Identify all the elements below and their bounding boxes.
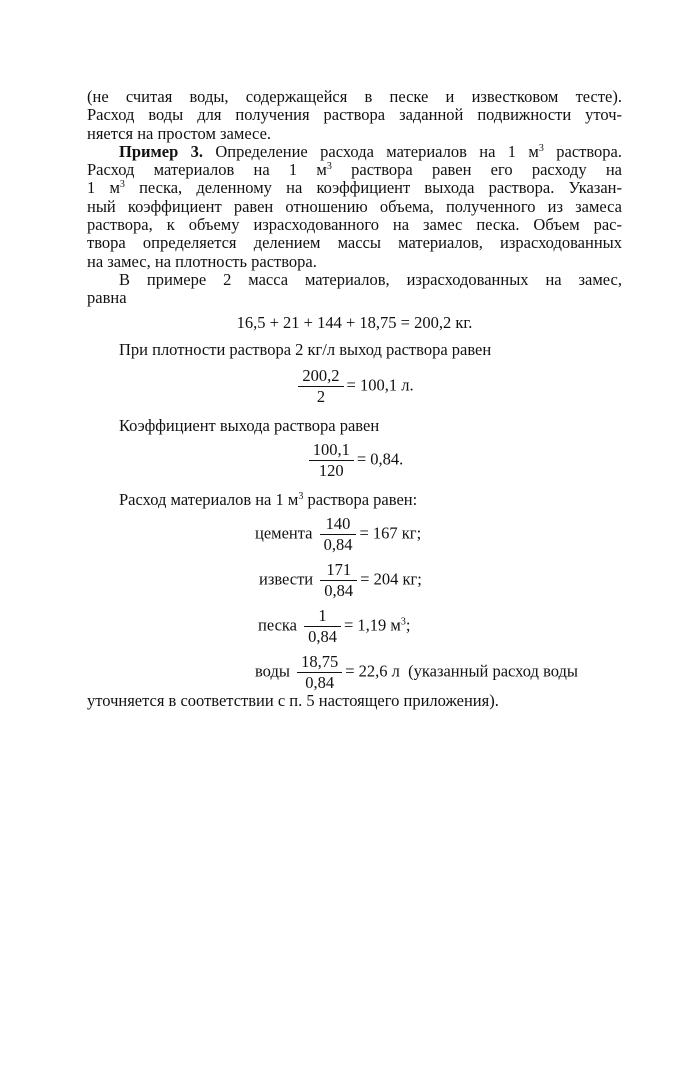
water-equation: воды $\frac{18,75}{0,84}$ = 22,6 л (указанный расход воды <box>255 651 579 693</box>
text-line: 1 $м^3$ песка, деленному на коэффициент выхода раствора. Указан- <box>87 178 622 198</box>
text-line: няется на простом замесе. <box>87 123 272 143</box>
sum-equation: 16,5 + 21 + 144 + 18,75 = 200,2 кг. <box>236 312 473 332</box>
text-line: Пример 3. Определение расхода материалов на 1 $м^3$ раствора. <box>119 141 622 161</box>
material-label: извести <box>259 569 314 589</box>
fraction: $\frac{171}{0,84}$ <box>320 561 357 601</box>
text-line: В примере 2 масса материалов, израсходованных на замес, <box>119 269 622 289</box>
lime-equation: извести $\frac{171}{0,84}$ = 204 кг; <box>259 559 422 601</box>
text-line: Расход материалов на 1 $м^3$ раствора равен его расходу на <box>87 160 622 180</box>
fraction: $\frac{140}{0,84}$ <box>320 515 357 555</box>
text-line: на замес, на плотность раствора. <box>87 251 317 271</box>
example-label: Пример 3. <box>119 141 204 161</box>
text-line: твора определяется делением массы материалов, израсходованных <box>87 233 622 253</box>
consumption-paragraph: Расход материалов на 1 $м^3$ раствора равен: <box>119 489 418 509</box>
text-line: раствора, к объему израсходованного на замес песка. Объем рас- <box>87 215 622 235</box>
fraction: $\frac{100,1}{120}$ <box>309 441 354 481</box>
document-page <box>87 88 622 710</box>
text-line: Расход воды для получения раствора заданной подвижности уточ- <box>87 105 622 125</box>
cement-equation: цемента $\frac{140}{0,84}$ = 167 кг; <box>255 513 422 555</box>
text-line: равна <box>87 288 127 308</box>
material-label: цемента <box>255 523 313 543</box>
coefficient-paragraph: Коэффициент выхода раствора равен <box>119 415 380 435</box>
text-line: (не считая воды, содержащейся в песке и известковом тесте). <box>87 87 622 106</box>
coefficient-equation: $\frac{100,1}{120}$ = 0,84. <box>87 441 622 481</box>
final-line: уточняется в соответствии с п. 5 настоящего приложения). <box>87 690 499 710</box>
material-label: воды <box>255 661 290 681</box>
fraction: $\frac{200,2}{2}$ <box>298 367 343 407</box>
yield-equation: $\frac{200,2}{2}$ = 100,1 л. <box>87 367 622 407</box>
fraction: $\frac{1}{0,84}$ <box>304 607 341 647</box>
water-note: (указанный расход воды <box>408 661 579 681</box>
intro-paragraph <box>87 88 622 143</box>
density-paragraph: При плотности раствора 2 кг/л выход раствора равен <box>119 339 492 359</box>
text-line: ный коэффициент равен отношению объема, полученного из замеса <box>87 196 622 216</box>
example-3-paragraph <box>87 143 622 271</box>
sand-equation: песка $\frac{1}{0,84}$ = 1,19 $м^3$; <box>258 605 411 647</box>
mass-paragraph <box>87 271 622 308</box>
fraction: $\frac{18,75}{0,84}$ <box>297 653 342 693</box>
material-label: песка <box>258 615 297 635</box>
